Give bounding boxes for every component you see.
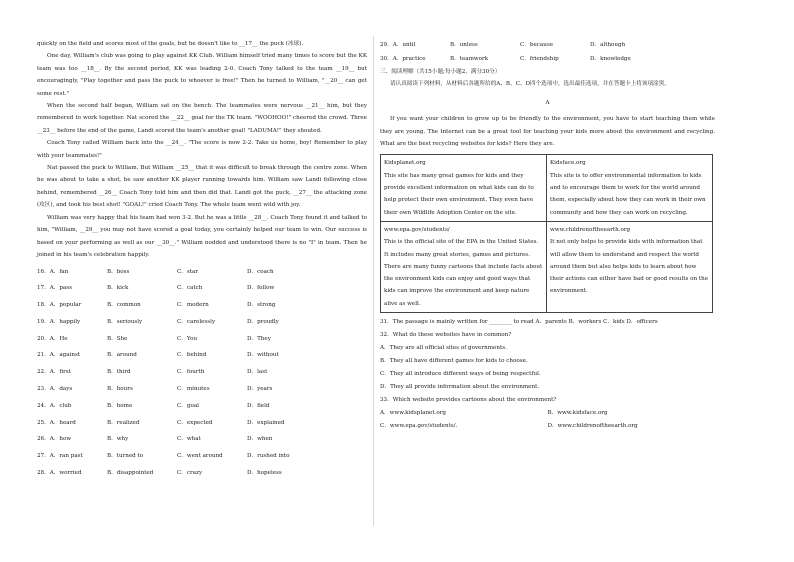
option-b: B．seriously bbox=[107, 318, 143, 325]
option-a: 20．A．He bbox=[37, 335, 68, 342]
option-d: D．although bbox=[590, 41, 626, 48]
website-description: This is the official site of the EPA in the United States. It includes many great stories, games and pictures. There are many funny cartoons that include facts about the environment kids can enjoy and good ways that kids can improve the environment and keep nature alive as well. bbox=[384, 239, 543, 307]
option-a: 16．A．fan bbox=[37, 268, 69, 275]
option-c: C．friendship bbox=[520, 55, 559, 62]
option-d: D．years bbox=[247, 386, 273, 393]
website-cell bbox=[547, 221, 713, 312]
option-a: 18．A．popular bbox=[37, 302, 82, 309]
option-row-16 bbox=[37, 263, 367, 280]
option-row-20 bbox=[37, 331, 367, 348]
option-d: D．coach bbox=[247, 268, 274, 275]
option-b: B．kick bbox=[107, 285, 129, 292]
option-d: D．knowledge bbox=[590, 55, 631, 62]
option-c: C．carelessly bbox=[177, 318, 216, 325]
option-d: D．last bbox=[247, 369, 268, 376]
option-c: C．minutes bbox=[177, 386, 210, 393]
option-row-19 bbox=[37, 314, 367, 331]
website-description: This site is to offer environmental information to kids and to encourage them to work for the world around them, especially about how they can work in their own community and how they can work on recycling. bbox=[550, 172, 706, 216]
option-a: 23．A．days bbox=[37, 386, 73, 393]
option-d: D．hopeless bbox=[247, 470, 282, 477]
option-c: C．fourth bbox=[177, 369, 205, 376]
option-b: B．common bbox=[107, 302, 141, 309]
option-d: D．follow bbox=[247, 285, 275, 292]
paragraph-2: One day, William's club was going to play against KK Club. William himself tried many times to score but the KK team was too __18__. By the second period, KK was leading 2-0. Coach Tony talked to the team __19__ but encouragingly, "Play together and pass the puck to whoever is free!" Then he turned to William, "__20__ can get some rest." bbox=[37, 53, 367, 97]
cloze-options bbox=[37, 263, 367, 481]
question-31: 31．The passage is mainly written for ________ to read A．parents B．workers C．kids D．officers bbox=[380, 319, 658, 325]
option-row-28 bbox=[37, 465, 367, 482]
column-divider bbox=[373, 36, 374, 526]
option-c: C．You bbox=[177, 335, 198, 342]
paragraph-5: Nat passed the puck to William. But William __25__ that it was difficult to break through the centre zone. When he was about to take a shot, he saw another KK player running towards him. William saw Landi following close behind, remembered __26__ Coach Tony told him and then did that. Landi got the puck, __27__ the attacking zone (攻区), and took his best shot! "GOAL!" cried Coach Tony. The whole team went wild with joy. bbox=[37, 165, 367, 209]
question-32-option-b: B．They all have different games for kids to choose. bbox=[380, 358, 528, 364]
paragraph-continuation: quickly on the field and scores most of the goals, but he doesn't like to __17__ the puck (冰球). bbox=[37, 41, 304, 47]
option-d: D．www.childrenoftheearth.org bbox=[547, 423, 638, 429]
option-b: B．She bbox=[107, 335, 128, 342]
left-column bbox=[37, 38, 367, 482]
option-b: B．unless bbox=[450, 41, 478, 48]
option-a: 30．A．practice bbox=[380, 55, 426, 62]
option-row-21 bbox=[37, 347, 367, 364]
websites-table bbox=[380, 154, 713, 313]
option-c: C．goal bbox=[177, 402, 199, 409]
option-d: D．without bbox=[247, 352, 279, 359]
option-c: C．because bbox=[520, 41, 554, 48]
option-a: 24．A．club bbox=[37, 402, 72, 409]
question-32: 32．What do these websites have in common? bbox=[380, 332, 512, 338]
website-description: This site has many great games for kids and they provide excellent information on what kids can do to help protect their own environment. They even have their own Wildlife Adoption Center on the site. bbox=[384, 172, 534, 216]
option-c: C．crazy bbox=[177, 470, 203, 477]
paragraph-4: Coach Tony called William back into the __24__. "The score is now 2-2. Take us home, boy! Remember to play with your teammates!" bbox=[37, 140, 367, 159]
website-title: www.epa.gov/students/ bbox=[384, 226, 450, 233]
option-row-17 bbox=[37, 280, 367, 297]
question-32-option-c: C．They all introduce different ways of being respectful. bbox=[380, 371, 541, 377]
option-a: 29．A．until bbox=[380, 41, 416, 48]
section-instruction: 请认真阅读下列材料，从材料后各题所给的A、B、C、D四个选项中，选出最佳选项，并在答题卡上将该项涂黑。 bbox=[390, 81, 670, 88]
option-b: B．hours bbox=[107, 386, 133, 393]
passage-intro: If you want your children to grow up to be friendly to the environment, you have to start teaching them while they are young. The Internet can be a great tool for teaching your kids more about the environment and recycling. What are the best recycling websites for kids? Here they are. bbox=[380, 116, 715, 148]
option-row-24 bbox=[37, 398, 367, 415]
option-d: D．proudly bbox=[247, 318, 279, 325]
option-d: D．They bbox=[247, 335, 271, 342]
option-b: B．home bbox=[107, 402, 133, 409]
option-row-29 bbox=[380, 38, 715, 52]
section-title: 三、阅读理解（共15小题;每小题2，满分30分） bbox=[380, 69, 501, 75]
website-title: www.childrenoftheearth.org bbox=[550, 226, 631, 233]
option-row-18 bbox=[37, 297, 367, 314]
website-title: Kidsface.org bbox=[550, 160, 586, 167]
option-d: D．when bbox=[247, 436, 273, 443]
option-a: 27．A．ran past bbox=[37, 453, 83, 460]
passage-label: A bbox=[545, 99, 550, 106]
option-b: B．why bbox=[107, 436, 129, 443]
option-row-26 bbox=[37, 431, 367, 448]
option-row-30 bbox=[380, 52, 715, 66]
option-a: 25．A．heard bbox=[37, 419, 76, 426]
option-row-27 bbox=[37, 448, 367, 465]
option-c: C．behind bbox=[177, 352, 207, 359]
option-c: C．star bbox=[177, 268, 199, 275]
option-d: D．strong bbox=[247, 302, 276, 309]
option-a: 26．A．how bbox=[37, 436, 72, 443]
website-title: Kidsplanet.org bbox=[384, 160, 426, 167]
option-c: C．modern bbox=[177, 302, 209, 309]
option-b: B．www.kidsface.org bbox=[547, 410, 608, 416]
option-b: B．around bbox=[107, 352, 137, 359]
option-b: B．third bbox=[107, 369, 131, 376]
option-b: B．disappointed bbox=[107, 470, 154, 477]
option-a: A．www.kidsplanet.org bbox=[380, 410, 447, 416]
option-row-25 bbox=[37, 414, 367, 431]
option-d: D．field bbox=[247, 402, 270, 409]
option-a: 21．A．against bbox=[37, 352, 81, 359]
website-cell bbox=[381, 155, 547, 221]
question-33: 33．Which website provides cartoons about the environment? bbox=[380, 397, 557, 403]
option-c: C．www.epa.gov/students/. bbox=[380, 423, 458, 429]
question-33-options-row bbox=[380, 420, 715, 433]
option-a: 17．A．pass bbox=[37, 285, 73, 292]
option-c: C．catch bbox=[177, 285, 203, 292]
option-b: B．teamwork bbox=[450, 55, 489, 62]
question-33-options-row bbox=[380, 407, 715, 420]
table-row bbox=[381, 155, 713, 221]
option-b: B．realized bbox=[107, 419, 140, 426]
website-description: It not only helps to provide kids with information that will allow them to understand and respect the world around them but also helps kids to learn about how their actions can either have bad or good results on the environment. bbox=[550, 239, 709, 295]
option-a: 19．A．happily bbox=[37, 318, 81, 325]
option-d: D．explained bbox=[247, 419, 285, 426]
option-b: B．boss bbox=[107, 268, 130, 275]
right-column bbox=[380, 38, 715, 433]
website-cell bbox=[547, 155, 713, 221]
option-c: C．went around bbox=[177, 453, 223, 460]
option-a: 28．A．worried bbox=[37, 470, 82, 477]
option-c: C．what bbox=[177, 436, 201, 443]
option-row-23 bbox=[37, 381, 367, 398]
option-d: D．rushed into bbox=[247, 453, 290, 460]
option-row-22 bbox=[37, 364, 367, 381]
paragraph-3: When the second half began, William sat on the bench. The teammates were nervous __21__ him, but they remembered to work together. Nat scored the __22__ goal for the TK team. "WOOHOO!" cheered the crowd. Three __23__ before the end of the game, Landi scored the team's another goal! "LADUMA!" they shouted. bbox=[37, 103, 367, 134]
option-c: C．expected bbox=[177, 419, 213, 426]
option-a: 22．A．first bbox=[37, 369, 71, 376]
paragraph-6: William was very happy that his team had won 3-2. But he was a little __28__. Coach Tony found it and talked to him, "William, __29__ you may not have scored a goal today, you certainly helped our team to win. Our success is based on your performing as well as our __30__." William nodded and understood there is no "I" in team. Then he joined in his team's celebration happily. bbox=[37, 214, 367, 258]
table-row bbox=[381, 221, 713, 312]
question-32-option-a: A．They are all official sites of governments. bbox=[380, 345, 507, 351]
question-32-option-d: D．They all provide information about the environment. bbox=[380, 384, 540, 390]
option-b: B．turned to bbox=[107, 453, 144, 460]
website-cell bbox=[381, 221, 547, 312]
